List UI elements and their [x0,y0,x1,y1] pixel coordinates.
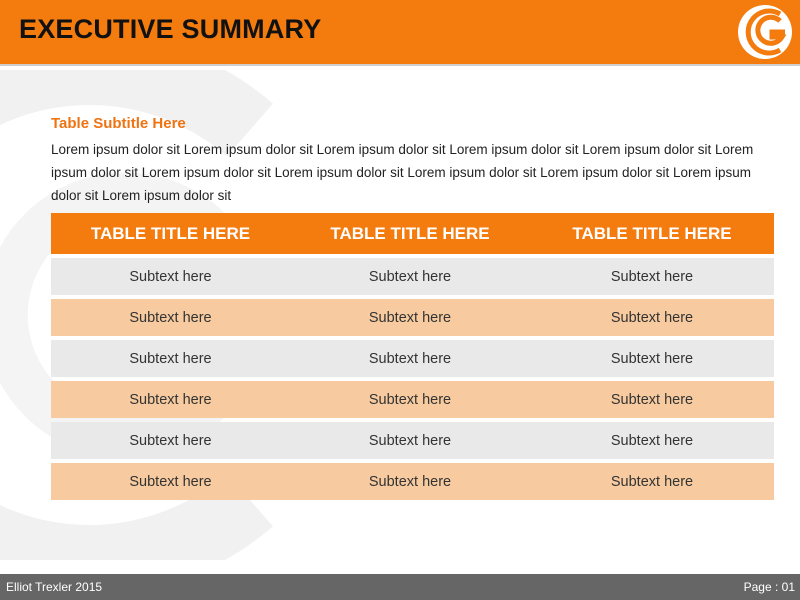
table-cell: Subtext here [610,432,694,449]
table-cell: Subtext here [368,391,452,408]
table-header-cell: TABLE TITLE HERE [330,223,490,243]
header-bar [0,0,800,64]
table-cell: Subtext here [610,391,694,408]
table-cell: Subtext here [610,350,694,367]
table-row [51,299,774,336]
table-header-cell: TABLE TITLE HERE [90,223,251,243]
header-divider [0,64,800,66]
table-cell: Subtext here [610,309,694,326]
table-cell: Subtext here [368,268,452,285]
intro-paragraph: Lorem ipsum dolor sit Lorem ipsum dolor sit Lorem ipsum dolor sit Lorem ipsum dolor sit Lorem ipsum dolor sit Lorem ipsum dolor sit Lorem ipsum dolor sit Lorem ipsum dolor sit Lorem ipsum dolor sit Lorem ipsum dolor sit Lorem ipsum dolor sit Lorem ipsum dolor sit [51,142,754,203]
table-row [51,258,774,295]
swirl-g-logo-icon [736,3,796,61]
table-cell: Subtext here [368,309,452,326]
table-row [51,381,774,418]
table-cell: Subtext here [368,350,452,367]
table-cell: Subtext here [129,268,212,285]
footer-author: Elliot Trexler 2015 [6,580,103,594]
table-row [51,463,774,500]
table-cell: Subtext here [129,432,212,449]
table-cell: Subtext here [368,473,452,490]
table-cell: Subtext here [368,432,452,449]
page-number: Page : 01 [743,580,795,594]
table-subtitle: Table Subtitle Here [51,115,186,132]
table-header-row [51,213,774,254]
table-cell: Subtext here [610,473,694,490]
table-cell: Subtext here [610,268,694,285]
table-cell: Subtext here [129,350,212,367]
table-header-cell: TABLE TITLE HERE [572,223,732,243]
table-cell: Subtext here [129,391,212,408]
table-row [51,422,774,459]
table-cell: Subtext here [129,473,212,490]
table-row [51,340,774,377]
slide-title: EXECUTIVE SUMMARY [19,14,322,44]
summary-table [51,213,774,500]
footer-bar [0,574,800,600]
table-cell: Subtext here [129,309,212,326]
